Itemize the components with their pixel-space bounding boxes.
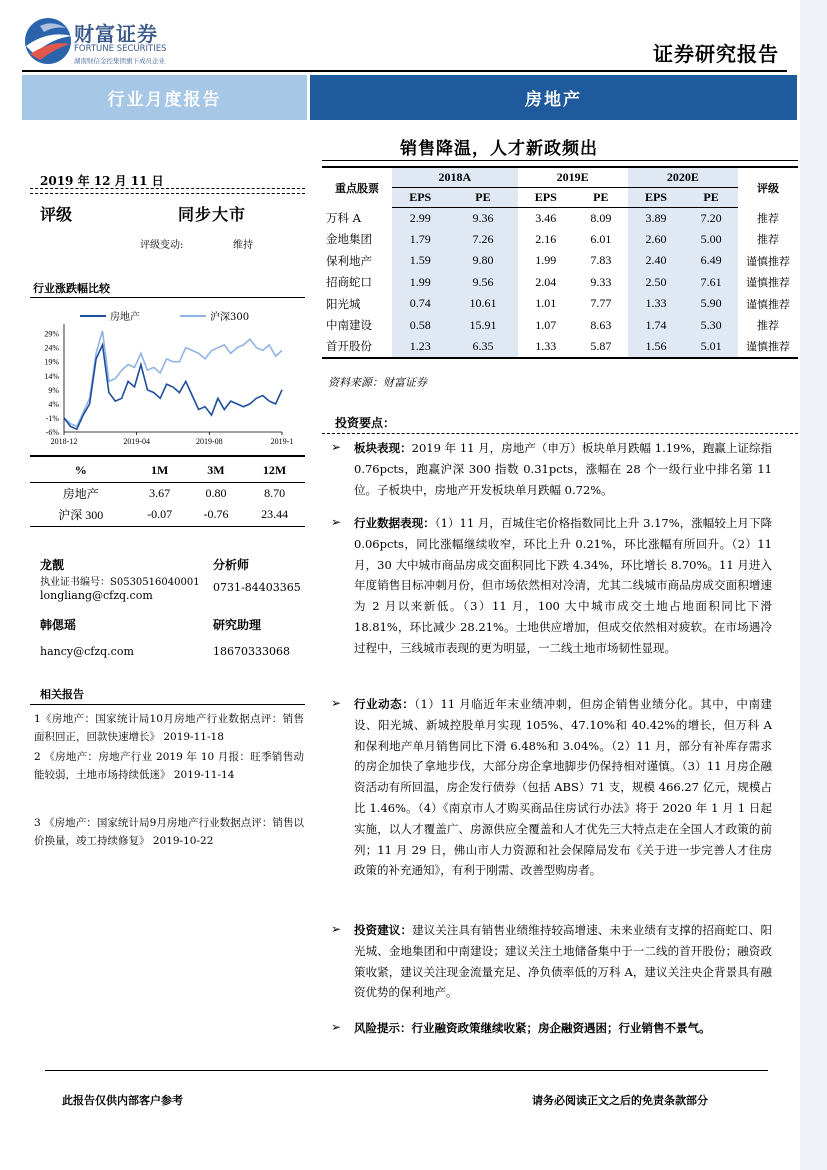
rating-value: 同步大市 bbox=[178, 205, 247, 224]
footer-rule bbox=[45, 1070, 768, 1071]
stock-value: 9.56 bbox=[448, 272, 517, 294]
stock-rating: 谨慎推荐 bbox=[738, 336, 798, 358]
perf-cell: 3.67 bbox=[149, 485, 171, 500]
stock-value: 1.33 bbox=[628, 293, 684, 315]
bullet-icon: ➢ bbox=[331, 696, 342, 710]
stock-row bbox=[322, 336, 798, 358]
stock-rating: 谨慎推荐 bbox=[746, 276, 790, 290]
industry-data-paragraph bbox=[354, 513, 772, 659]
stock-name: 中南建设 bbox=[326, 318, 372, 333]
stock-name: 招商蛇口 bbox=[326, 275, 372, 290]
performance-table bbox=[30, 460, 305, 527]
stock-rating: 推荐 bbox=[757, 233, 779, 247]
stock-value: 6.49 bbox=[684, 250, 738, 272]
stock-rating: 推荐 bbox=[757, 319, 779, 333]
stock-value: 9.36 bbox=[448, 207, 517, 229]
metric-header: EPS bbox=[518, 187, 574, 207]
series-line bbox=[64, 345, 282, 429]
industry-news-paragraph bbox=[354, 694, 772, 881]
stock-rating: 谨慎推荐 bbox=[746, 254, 790, 268]
dashed-divider bbox=[30, 193, 305, 194]
stock-value: 2.40 bbox=[628, 250, 684, 272]
stock-value: 0.74 bbox=[392, 293, 448, 315]
assistant-name: 韩偲瑶 bbox=[40, 618, 77, 632]
metric-header: PE bbox=[574, 187, 628, 207]
rating-label: 评级 bbox=[40, 205, 73, 224]
paragraph-label: 投资建议： bbox=[354, 923, 413, 937]
investment-points-title: 投资要点： bbox=[335, 416, 396, 430]
stock-value: 8.63 bbox=[590, 317, 612, 332]
stock-value: 7.26 bbox=[448, 229, 517, 251]
perf-cell: 房地产 bbox=[62, 486, 99, 501]
stock-rating: 推荐 bbox=[757, 211, 779, 225]
stock-value: 5.01 bbox=[684, 336, 738, 358]
related-report-item[interactable]: 2 《房地产：房地产行业 2019 年 10 月报：旺季销售动能较弱，土地市场持续低迷》 2019-11-14 bbox=[34, 751, 304, 781]
perf-row bbox=[30, 504, 305, 526]
paragraph-text: 2019 年 11 月，房地产（申万）板块单月跌幅 1.19%，跑赢上证综指 0.76pcts，跑赢沪深 300 指数 0.31pcts，涨幅在 28 个一级行业中排名第 11 位。子板块中，房地产开发板块单月跌幅 0.72%。 bbox=[354, 441, 772, 497]
stock-value: 1.56 bbox=[628, 336, 684, 358]
report-type-title: 证券研究报告 bbox=[653, 42, 779, 66]
metric-header: PE bbox=[684, 187, 738, 207]
paragraph-label: 行业动态： bbox=[354, 697, 415, 711]
y-tick-label: 24% bbox=[44, 343, 59, 353]
bullet-icon: ➢ bbox=[331, 922, 342, 936]
stock-header: 重点股票 bbox=[335, 182, 379, 195]
stock-name: 金地集团 bbox=[326, 232, 372, 247]
key-stocks-table bbox=[322, 166, 798, 359]
chart-title: 行业涨跌幅比较 bbox=[33, 282, 110, 295]
logo-text-en: FORTUNE SECURITIES bbox=[74, 44, 167, 54]
assistant-role: 研究助理 bbox=[213, 618, 262, 632]
legend-label: 房地产 bbox=[110, 312, 140, 323]
perf-cell: -0.76 bbox=[188, 504, 244, 526]
paragraph-text: （1）11 月，百城住宅价格指数同比上升 3.17%，涨幅较上月下降 0.06pcts，同比涨幅继续收窄，环比上升 0.21%，环比涨幅有所回升。（2）11 月，30 大中城市商品房成交面积同比下跌 4.34%，环比增长 8.70%。11 月进入年度销售目标冲刺月份，但市场依然相对冷清，尤其二线城市商品房成交面积增速为 2 月以来新低。（3）11 月，100 大中城市成交土地占地面积同比下滑 18.81%，环比减少 28.21%。土地供应增加，但成交依然相对疲软。在市场遇冷过程中，三线城市表现的更为明显，一二线土地市场韧性显现。 bbox=[354, 516, 773, 655]
report-date: 2019 年 12 月 11 日 bbox=[40, 174, 164, 188]
stock-value: 7.20 bbox=[684, 207, 738, 229]
y-tick-label: 4% bbox=[48, 399, 59, 409]
stock-value: 7.61 bbox=[684, 272, 738, 294]
x-tick-label: 2019-1 bbox=[270, 437, 294, 446]
legend-label: 沪深300 bbox=[210, 312, 250, 323]
logo-text-sub: 湖南财信金控集团旗下成员企业 bbox=[74, 57, 165, 65]
stock-row bbox=[322, 293, 798, 315]
dashed-divider bbox=[30, 188, 305, 189]
paragraph-label: 风险提示： bbox=[354, 1021, 412, 1035]
stock-row bbox=[322, 229, 798, 251]
stock-value: 1.07 bbox=[535, 317, 557, 332]
bullet-icon: ➢ bbox=[331, 1020, 342, 1034]
rating-change-value: 维持 bbox=[233, 240, 253, 251]
stock-value: 10.61 bbox=[448, 293, 517, 315]
stock-value: 1.99 bbox=[535, 253, 557, 268]
report-headline: 销售降温，人才新政频出 bbox=[400, 139, 598, 159]
related-reports-title: 相关报告 bbox=[40, 688, 84, 701]
report-category-bar: 行业月度报告 bbox=[22, 75, 307, 120]
y-tick-label: 19% bbox=[44, 357, 59, 367]
stock-value: 6.35 bbox=[448, 336, 517, 358]
stock-value: 9.80 bbox=[448, 250, 517, 272]
perf-header: % bbox=[30, 460, 131, 482]
stock-value: 1.23 bbox=[392, 336, 448, 358]
related-report-item[interactable]: 1《房地产：国家统计局10月房地产行业数据点评：销售面积回正，回款快速增长》 2019-11-18 bbox=[34, 713, 304, 743]
bullet-icon: ➢ bbox=[331, 440, 342, 454]
stock-row bbox=[322, 272, 798, 294]
risk-paragraph bbox=[354, 1018, 772, 1039]
bullet-icon: ➢ bbox=[331, 515, 342, 529]
stock-value: 0.58 bbox=[392, 315, 448, 337]
paragraph-text: 建议关注具有销售业绩维持较高增速、未来业绩有支撑的招商蛇口、阳光城、金地集团和中南建设；建议关注土地储备集中于一二线的首开股份；融资政策收紧，建议关注现金流量充足、净负债率低的万科 A，建议关注央企背景具有融资优势的保利地产。 bbox=[354, 923, 773, 1000]
stock-value: 5.00 bbox=[684, 229, 738, 251]
stock-value: 1.99 bbox=[392, 272, 448, 294]
series-line bbox=[64, 331, 282, 427]
stock-name: 阳光城 bbox=[326, 296, 361, 311]
stock-row bbox=[322, 250, 798, 272]
stock-value: 2.60 bbox=[628, 229, 684, 251]
x-tick-label: 2019-08 bbox=[195, 437, 223, 446]
stock-value: 1.79 bbox=[392, 229, 448, 251]
stock-value: 7.83 bbox=[590, 253, 612, 268]
logo-text-cn: 财富证券 bbox=[74, 22, 158, 46]
y-tick-label: 29% bbox=[44, 329, 59, 339]
footer-disclaimer: 此报告仅供内部客户参考 bbox=[62, 1094, 183, 1107]
rating-header: 评级 bbox=[757, 182, 779, 195]
paragraph-text: （1）11 月临近年末业绩冲刺，但房企销售业绩分化。其中，中南建设、阳光城、新城控股单月实现 105%、47.10%和 40.42%的增长，但万科 A 和保利地产单月销售同比下滑 6.48%和 3.04%。（2）11 月，部分有补库存需求的房企加快了拿地步伐，大部分房企拿地脚步仍保持相对谨慎。（3）11 月房企融资活动有所回温，房企发行债券（包括 ABS）71 支，规模 466.27 亿元，规模占比 1.46%。（4）《南京市人才购买商品住房试行办法》将于 2020 年 1 月 1 日起实施，以人才覆盖广、房源供应全覆盖和人才优先三大特点走在全国人才政策的前列；11 月 29 日，佛山市人力资源和社会保障局发布《关于进一步完善人才住房政策的补充通知》，有利于刚需、改善型购房者。 bbox=[354, 697, 773, 878]
stock-value: 15.91 bbox=[448, 315, 517, 337]
analyst-email[interactable]: longliang@cfzq.com bbox=[40, 589, 153, 602]
paragraph-label: 板块表现： bbox=[354, 441, 412, 455]
stock-name: 保利地产 bbox=[326, 253, 372, 268]
perf-header: 1M bbox=[131, 460, 187, 482]
y-tick-label: 9% bbox=[48, 385, 59, 395]
perf-cell: 0.80 bbox=[205, 485, 227, 500]
stock-value: 5.87 bbox=[574, 336, 628, 358]
stock-value: 5.90 bbox=[684, 293, 738, 315]
stock-row bbox=[322, 207, 798, 229]
stock-value: 6.01 bbox=[590, 231, 612, 246]
stock-value: 2.99 bbox=[392, 207, 448, 229]
headline-rule bbox=[322, 160, 798, 161]
paragraph-text: 行业融资政策继续收紧；房企融资遇困；行业销售不景气。 bbox=[411, 1021, 711, 1035]
metric-header: PE bbox=[448, 187, 517, 207]
assistant-email[interactable]: hancy@cfzq.com bbox=[40, 645, 134, 658]
stock-name: 首开股份 bbox=[322, 336, 392, 358]
stock-value: 2.04 bbox=[535, 274, 557, 289]
rating-change-label: 评级变动: bbox=[140, 240, 184, 251]
perf-header: 3M bbox=[188, 460, 244, 482]
industry-bar: 房地产 bbox=[310, 75, 797, 120]
header-rule bbox=[22, 70, 787, 72]
y-tick-label: -1% bbox=[45, 413, 59, 423]
footer-notice: 请务必阅读正文之后的免责条款部分 bbox=[532, 1094, 708, 1107]
stock-value: 1.01 bbox=[535, 296, 557, 311]
sector-performance-paragraph bbox=[354, 438, 772, 500]
x-tick-label: 2018-12 bbox=[50, 437, 78, 446]
stock-name: 万科 A bbox=[326, 210, 361, 225]
analyst-cert: 执业证书编号：S0530516040001 bbox=[40, 577, 200, 588]
stock-value: 8.09 bbox=[590, 210, 612, 225]
assistant-phone: 18670333068 bbox=[213, 645, 290, 658]
perf-header: 12M bbox=[244, 460, 305, 482]
stock-value: 9.33 bbox=[590, 274, 612, 289]
stock-value: 1.74 bbox=[628, 315, 684, 337]
analyst-name: 龙靓 bbox=[40, 558, 65, 572]
industry-performance-chart bbox=[30, 300, 305, 452]
related-report-item[interactable]: 3 《房地产：国家统计局9月房地产行业数据点评：销售以价换量，竣工持续修复》 2019-10-22 bbox=[34, 817, 304, 847]
metric-header: EPS bbox=[392, 187, 448, 207]
related-rule bbox=[30, 704, 305, 705]
stock-value: 3.89 bbox=[628, 207, 684, 229]
stock-value: 3.46 bbox=[535, 210, 557, 225]
right-margin-strip bbox=[800, 0, 827, 1170]
stock-value: 2.50 bbox=[628, 272, 684, 294]
perf-row bbox=[30, 482, 305, 504]
metric-header: EPS bbox=[628, 187, 684, 207]
stock-value: 2.16 bbox=[535, 231, 557, 246]
analyst-phone: 0731-84403365 bbox=[213, 581, 301, 594]
points-rule bbox=[322, 433, 798, 434]
y-tick-label: -6% bbox=[45, 428, 59, 437]
paragraph-label: 行业数据表现： bbox=[354, 516, 435, 530]
y-tick-label: 14% bbox=[44, 371, 59, 381]
stock-rating: 谨慎推荐 bbox=[746, 297, 790, 311]
x-tick-label: 2019-04 bbox=[123, 437, 151, 446]
stock-value: 1.33 bbox=[518, 336, 574, 358]
data-source: 资料来源：财富证券 bbox=[328, 376, 427, 389]
stock-value: 5.30 bbox=[684, 315, 738, 337]
stock-value: 7.77 bbox=[590, 296, 612, 311]
analyst-role: 分析师 bbox=[213, 558, 250, 572]
chart-title-rule bbox=[30, 297, 305, 298]
perf-cell: -0.07 bbox=[131, 504, 187, 526]
perf-cell: 8.70 bbox=[264, 485, 286, 500]
investment-advice-paragraph bbox=[354, 920, 772, 1003]
year-header: 2019E bbox=[518, 167, 628, 187]
stock-value: 1.59 bbox=[392, 250, 448, 272]
year-header: 2018A bbox=[392, 167, 518, 187]
chart-bottom-rule bbox=[30, 455, 305, 457]
year-header: 2020E bbox=[628, 167, 738, 187]
perf-cell: 23.44 bbox=[244, 504, 305, 526]
perf-cell: 沪深 300 bbox=[30, 504, 131, 526]
stock-row bbox=[322, 315, 798, 337]
